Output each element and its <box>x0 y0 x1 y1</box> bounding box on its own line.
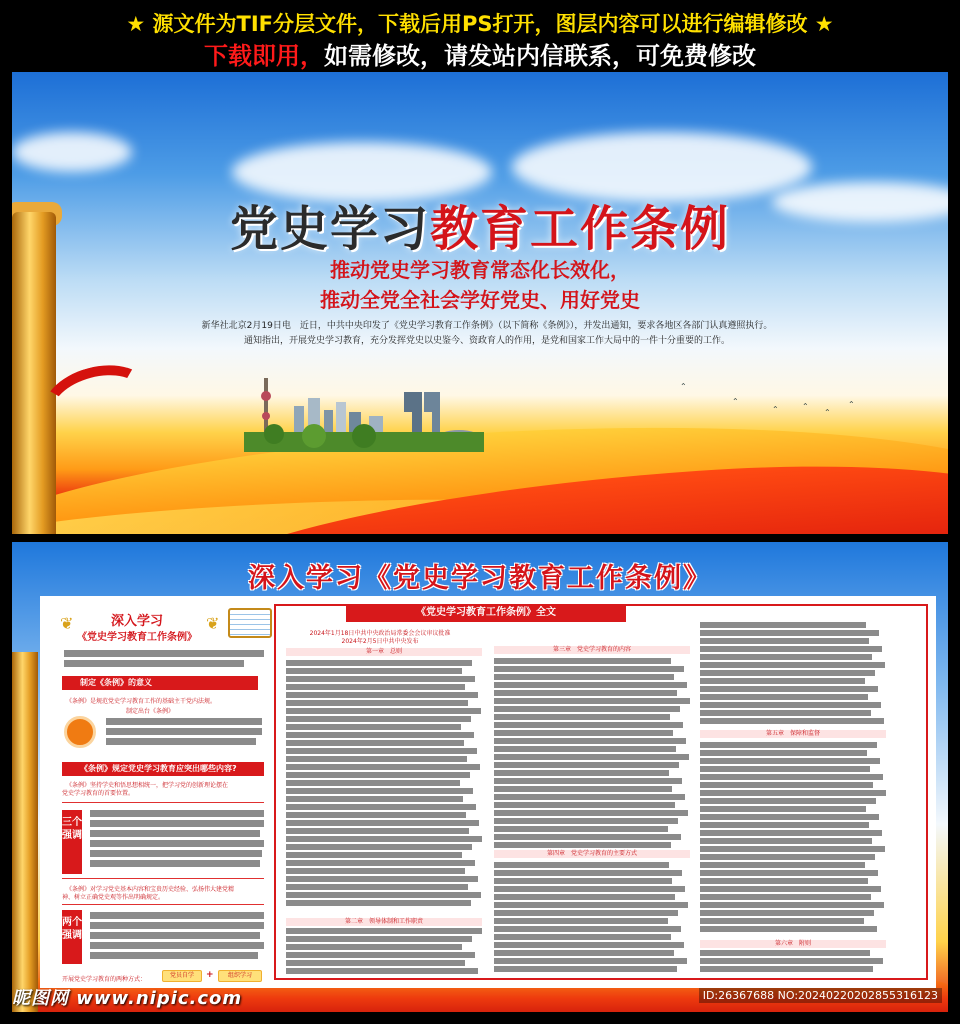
text-line <box>286 716 471 722</box>
text-line <box>286 788 473 794</box>
text-line <box>700 870 878 876</box>
section-meaning: 制定《条例》的意义 <box>62 676 258 690</box>
text-line <box>700 878 868 884</box>
image-id-label: ID:26367688 NO:20240220202855316123 <box>699 988 942 1003</box>
text-line <box>286 756 467 762</box>
bird-icon: ⌃ <box>732 397 739 406</box>
text-line <box>286 684 465 690</box>
text-line <box>494 862 669 868</box>
text-line <box>494 966 677 972</box>
text-line <box>286 812 466 818</box>
text-line <box>90 942 264 949</box>
section-meaning-text: 《条例》是规范党史学习教育工作的基础主干党内法规。 <box>66 698 217 705</box>
banner-title <box>12 190 948 259</box>
text-line <box>64 650 264 657</box>
text-line <box>286 944 462 950</box>
text-line <box>90 810 264 817</box>
text-line <box>494 802 675 808</box>
text-line <box>286 724 461 730</box>
text-line <box>286 952 475 958</box>
section-content-text-1: 《条例》坚持学史和悟思想相统一，把学习党的创新理论摆在 <box>66 782 229 789</box>
regulation-full-text <box>274 604 928 980</box>
notice-line-2-rest: 如需修改，请发站内信联系，可免费修改 <box>324 42 756 70</box>
text-line <box>286 708 481 714</box>
text-line <box>494 674 674 680</box>
text-line <box>494 958 687 964</box>
text-line <box>494 746 676 752</box>
text-line <box>700 702 881 708</box>
chapter-5: 第五章 保障和监督 <box>700 730 886 738</box>
text-line <box>700 838 872 844</box>
notice-line-2 <box>0 36 960 71</box>
text-line <box>700 798 876 804</box>
text-line <box>286 876 478 882</box>
bird-icon: ⌃ <box>848 400 855 409</box>
text-line <box>494 754 689 760</box>
banner-title-dark: 党史学习 <box>229 201 430 257</box>
divider <box>62 878 264 879</box>
text-line <box>286 836 482 842</box>
text-line <box>700 646 882 652</box>
text-line <box>494 810 688 816</box>
two-emphases-label: 两个强调 <box>62 910 82 964</box>
hero-banner <box>12 72 948 534</box>
board-huabiao <box>12 652 38 1012</box>
text-line <box>286 692 478 698</box>
text-line <box>700 678 865 684</box>
self-study-pill: 党员自学 <box>162 970 202 982</box>
bird-icon: ⌃ <box>824 408 831 417</box>
text-line <box>494 926 681 932</box>
text-line <box>494 918 668 924</box>
text-line <box>494 706 680 712</box>
text-line <box>700 830 882 836</box>
left-heading: 深入学习 <box>110 614 163 629</box>
book-icon <box>228 608 272 638</box>
laurel-right-icon: ❦ <box>206 614 220 633</box>
text-line <box>700 750 867 756</box>
content-panel <box>40 596 936 988</box>
text-line <box>494 942 684 948</box>
text-line <box>700 854 875 860</box>
text-line <box>494 818 678 824</box>
text-line <box>700 886 881 892</box>
text-line <box>700 654 872 660</box>
notice-line-1: ★ 源文件为TIF分层文件，下载后用PS打开，图层内容可以进行编辑修改 ★ <box>126 12 834 36</box>
text-line <box>700 718 884 724</box>
text-line <box>494 658 671 664</box>
text-line <box>494 698 690 704</box>
left-subheading: 《党史学习教育工作条例》 <box>77 632 197 643</box>
text-line <box>700 638 869 644</box>
text-line <box>106 738 256 745</box>
text-line <box>494 794 685 800</box>
text-line <box>494 894 675 900</box>
text-line <box>700 630 879 636</box>
text-line <box>286 700 468 706</box>
text-line <box>286 968 478 974</box>
study-board <box>12 542 948 1012</box>
text-line <box>286 804 476 810</box>
text-line <box>700 806 866 812</box>
text-line <box>700 862 865 868</box>
news-paragraph-1: 新华社北京2月19日电 近日，中共中央印发了《党史学习教育工作条例》（以下简称《条例》），并发出通知，要求各地区各部门认真遵照执行。 <box>201 321 773 331</box>
text-line <box>494 770 669 776</box>
text-line <box>286 764 480 770</box>
notice-line-2-red: 下载即用， <box>204 42 324 70</box>
text-line <box>494 762 679 768</box>
text-line <box>494 870 682 876</box>
text-line <box>494 902 688 908</box>
download-notice <box>0 0 960 70</box>
text-line <box>286 732 474 738</box>
text-line <box>286 860 475 866</box>
text-line <box>700 966 873 972</box>
text-line <box>286 820 479 826</box>
text-line <box>286 668 462 674</box>
chapter-4: 第四章 党史学习教育的主要方式 <box>494 850 690 858</box>
text-line <box>64 660 244 667</box>
group-study-pill: 组织学习 <box>218 970 262 982</box>
text-line <box>286 660 472 666</box>
text-line <box>286 740 464 746</box>
chapter-3: 第三章 党史学习教育的内容 <box>494 646 690 654</box>
book-circle-icon <box>64 716 96 748</box>
city-skyline <box>244 372 484 452</box>
text-line <box>90 860 260 867</box>
section-content: 《条例》规定党史学习教育应突出哪些内容? <box>62 762 264 776</box>
text-line <box>494 666 684 672</box>
banner-subtitle-1: 推动党史学习教育常态化长效化， <box>330 258 630 282</box>
text-line <box>286 892 481 898</box>
text-line <box>106 718 262 725</box>
text-line <box>700 758 880 764</box>
text-line <box>494 826 668 832</box>
text-line <box>286 868 465 874</box>
text-line <box>286 844 472 850</box>
three-emphases-label: 三个强调 <box>62 810 82 874</box>
text-line <box>494 934 671 940</box>
text-line <box>494 878 672 884</box>
text-line <box>700 694 868 700</box>
text-line <box>286 928 482 934</box>
text-line <box>700 958 883 964</box>
text-line <box>494 886 685 892</box>
text-line <box>494 730 673 736</box>
text-line <box>286 796 463 802</box>
text-line <box>286 828 469 834</box>
section-content-text-2: 党史学习教育的首要位置。 <box>62 790 135 797</box>
text-line <box>286 748 477 754</box>
text-line <box>494 842 671 848</box>
text-line <box>286 884 468 890</box>
text-line <box>494 910 678 916</box>
text-line <box>286 852 462 858</box>
approval-date: 2024年1月18日中共中央政治局常委会会议审议批准 <box>309 630 451 637</box>
banner-title-red: 教育工作条例 <box>430 201 731 257</box>
text-line <box>286 780 460 786</box>
text-line <box>700 670 875 676</box>
laurel-left-icon: ❦ <box>60 614 74 633</box>
text-line <box>700 846 885 852</box>
text-line <box>494 714 670 720</box>
text-line <box>494 682 687 688</box>
text-line <box>90 840 264 847</box>
text-line <box>286 900 471 906</box>
text-line <box>700 766 870 772</box>
text-line <box>700 774 883 780</box>
section-emphasis-text-1: 《条例》对学习党史基本内容和宝贵历史经验、弘扬伟大建党精 <box>66 886 235 893</box>
text-line <box>494 690 677 696</box>
text-line <box>90 912 264 919</box>
text-line <box>700 894 871 900</box>
text-line <box>700 710 871 716</box>
publish-date: 2024年2月5日中共中央发布 <box>341 638 419 645</box>
text-line <box>700 950 870 956</box>
board-title: 深入学习《党史学习教育工作条例》 <box>248 563 712 594</box>
text-line <box>286 772 470 778</box>
text-line <box>700 902 884 908</box>
cloud <box>12 132 132 172</box>
text-line <box>700 742 877 748</box>
section-emphasis-text-2: 神、树立正确党史观等作出明确规定。 <box>62 894 165 901</box>
text-line <box>494 834 681 840</box>
bird-icon: ⌃ <box>772 405 779 414</box>
section-meaning-sub: 制定出台《条例》 <box>126 708 175 715</box>
bird-icon: ⌃ <box>680 382 687 391</box>
text-line <box>90 952 258 959</box>
chapter-1: 第一章 总则 <box>286 648 482 656</box>
divider <box>62 802 264 803</box>
text-line <box>700 782 873 788</box>
ways-label: 开展党史学习教育的两种方式： <box>62 976 147 983</box>
text-line <box>700 814 879 820</box>
text-line <box>494 722 683 728</box>
text-line <box>700 910 874 916</box>
text-line <box>90 922 264 929</box>
bird-icon: ⌃ <box>802 402 809 411</box>
chapter-2: 第二章 领导体制和工作职责 <box>286 918 482 926</box>
text-line <box>90 820 264 827</box>
text-line <box>700 662 885 668</box>
text-line <box>90 830 260 837</box>
left-column <box>48 602 266 982</box>
article-header: 《党史学习教育工作条例》全文 <box>346 604 626 622</box>
text-line <box>90 850 262 857</box>
chapter-6: 第六章 附则 <box>700 940 886 948</box>
text-line <box>494 950 674 956</box>
text-line <box>286 676 475 682</box>
text-line <box>494 778 682 784</box>
text-line <box>286 936 472 942</box>
banner-subtitle-2: 推动全党全社会学好党史、用好党史 <box>320 288 640 312</box>
text-line <box>700 790 886 796</box>
text-line <box>700 686 878 692</box>
text-line <box>700 622 866 628</box>
plus-sign: + <box>206 970 214 980</box>
text-line <box>494 786 672 792</box>
text-line <box>700 822 869 828</box>
text-line <box>700 918 864 924</box>
news-paragraph-2: 通知指出，开展党史学习教育，充分发挥党史以史鉴今、资政育人的作用，是党和国家工作大局中的一件十分重要的工作。 <box>243 336 730 346</box>
text-line <box>90 932 260 939</box>
text-line <box>286 960 465 966</box>
text-line <box>700 926 877 932</box>
divider <box>62 904 264 905</box>
text-line <box>494 738 686 744</box>
text-line <box>106 728 262 735</box>
nipic-logo: 昵图网 www.nipic.com <box>12 988 243 1009</box>
